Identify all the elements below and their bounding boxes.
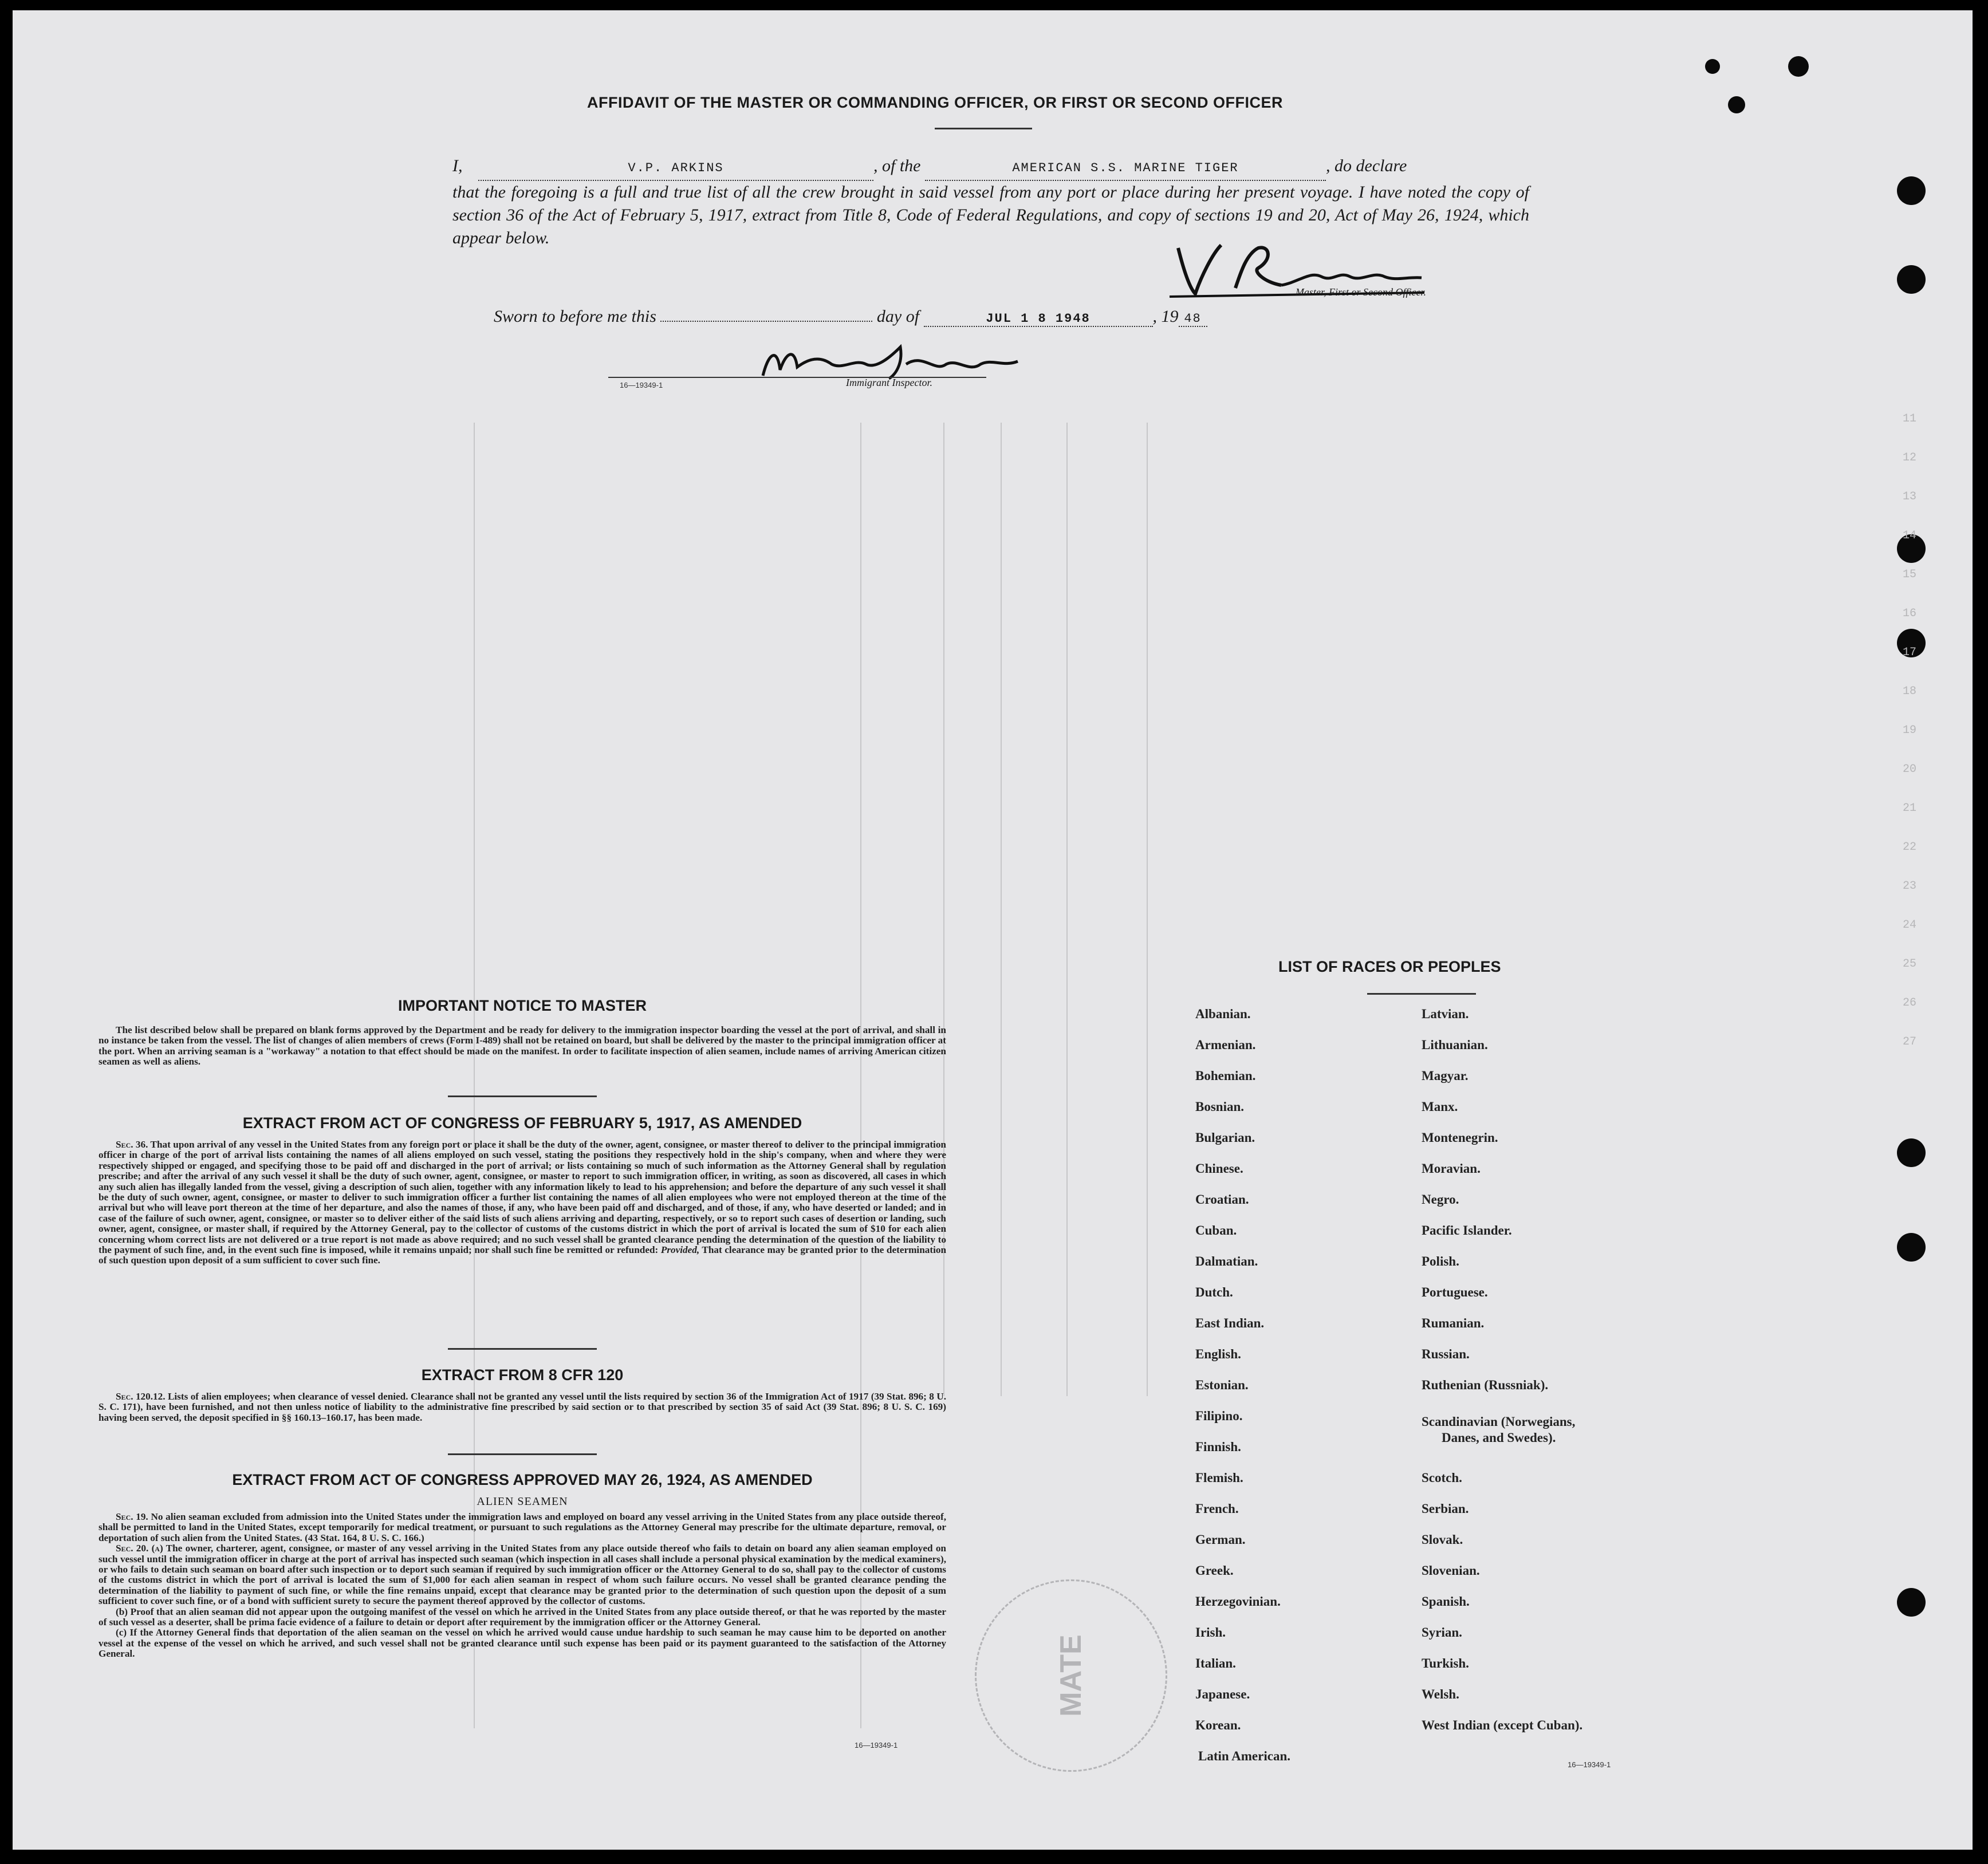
race-item: Flemish. <box>1195 1471 1243 1485</box>
race-item: Croatian. <box>1195 1192 1249 1207</box>
notice-text <box>99 1025 946 1067</box>
race-item: Montenegrin. <box>1422 1130 1498 1145</box>
race-item: Japanese. <box>1195 1687 1250 1701</box>
race-item: German. <box>1195 1532 1246 1547</box>
punch-hole <box>1728 96 1745 113</box>
extract-cfr-title: EXTRACT FROM 8 CFR 120 <box>421 1366 624 1384</box>
sec20-label: Sec. 20. (a) <box>116 1543 163 1554</box>
section-divider <box>448 1453 597 1455</box>
race-item: Negro. <box>1422 1192 1459 1207</box>
inspection-stamp: MATE <box>975 1579 1167 1772</box>
affidavit-title: AFFIDAVIT OF THE MASTER OR COMMANDING OFFICER, OR FIRST OR SECOND OFFICER <box>587 94 1283 111</box>
sec36-label: Sec. 36. <box>116 1139 148 1150</box>
sec20c-paragraph: (c) If the Attorney General finds that deportation of the alien seaman on the vessel on which he arrived would cause undue hardship to such seaman he may cause him to be deported on another vessel at the expense of the vessel on which he arrived, and such vessel shall not be granted clearance until such expense has been paid or its payment guaranteed to the satisfaction of the Attorney General. <box>99 1627 946 1660</box>
affidavit-form-number: 16—19349-1 <box>620 381 663 389</box>
cfr-text: Lists of alien employees; when clearance of vessel denied. Clearance shall not be granted any vessel until the lists required by section 36 of the Immigration Act of 1917 (39 Stat. 896; 8 U. S. C. 171), have been furnished, and not then unless notice of liability to the administrative fine prescribed by said section or to that prescribed by section 35 of said Act (39 Stat. 896; 8 U. S. C. 169) having been served, the deposit specified in §§ 160.13–160.17, has been made. <box>99 1391 947 1423</box>
punch-hole <box>1897 265 1926 294</box>
extract-1917-title: EXTRACT FROM ACT OF CONGRESS OF FEBRUARY 5, 1917, AS AMENDED <box>242 1114 802 1132</box>
races-title: LIST OF RACES OR PEOPLES <box>1278 958 1501 975</box>
sec20a-paragraph <box>99 1543 946 1606</box>
race-item: Lithuanian. <box>1422 1038 1488 1052</box>
extract-form-number: 16—19349-1 <box>855 1741 898 1749</box>
sworn-label: Sworn to before me this <box>494 307 656 326</box>
extract-1924-text <box>99 1512 946 1660</box>
notice-paragraph: The list described below shall be prepared on blank forms approved by the Department and be ready for delivery to the immigration inspector boarding the vessel at the port of arrival, and shall in no instance be taken from the vessel. The list of changes of alien members of crews (Form I-489) shall not be retained on board, but shall be delivered by the master to the principal immigration officer at the port. When an arriving seaman is a "workaway" a notation to that effect should be made on the manifest. In order to facilitate inspection of alien seamen, include names of arriving American citizen seamen as well as aliens. <box>99 1024 946 1067</box>
races-title-underline <box>1367 993 1476 995</box>
race-item: Greek. <box>1195 1563 1234 1578</box>
bleed-through-line <box>1066 423 1068 1396</box>
of-the-label: , of the <box>873 156 921 175</box>
sec36-paragraph <box>99 1140 946 1266</box>
race-item: Slovenian. <box>1422 1563 1480 1578</box>
sworn-year-field: 48 <box>1179 312 1207 327</box>
race-item: Rumanian. <box>1422 1316 1485 1330</box>
race-item: Dutch. <box>1195 1285 1233 1299</box>
sec20a-text: The owner, charterer, agent, consignee, or master of any vessel arriving in the United States from any place outside thereof who fails to detain on board any alien seaman employed on such vessel until the immigration officer in charge at the port of arrival has inspected such seaman (which inspection in all cases shall include a personal physical examination by the medical examiners), or who fails to detain such seaman on board after such inspection or to deport such seaman if required by such immigration officer or the Attorney General to do so, shall pay to the collector of customs of the customs district in which the port of arrival is located the sum of $1,000 for each alien seaman in respect of whom such failure occurs. No vessel shall be granted clearance pending the determination of the liability to payment of such fine, or while the fine remains unpaid, except that clearance may be granted prior to the determination of such question upon the deposit of a sum sufficient to cover such fine, or of a bond with sufficient surety to secure the payment thereof approved by the collector of customs. <box>99 1543 946 1607</box>
punch-hole <box>1788 56 1809 77</box>
title-underline <box>935 128 1032 129</box>
race-item: Armenian. <box>1195 1038 1256 1052</box>
race-item: West Indian (except Cuban). <box>1422 1718 1583 1732</box>
sec20b-paragraph: (b) Proof that an alien seaman did not appear upon the outgoing manifest of the vessel on which he arrived in the United States from any place outside thereof, or that he was reported by the master of such vessel as a deserter, shall be prima facie evidence of a failure to detain or deport after requirement by the immigration officer or the Attorney General. <box>99 1606 946 1628</box>
punch-hole <box>1897 176 1926 205</box>
race-item: Welsh. <box>1422 1687 1459 1701</box>
race-item: Finnish. <box>1195 1440 1241 1454</box>
race-item: Danes, and Swedes). <box>1442 1430 1556 1445</box>
bleed-through-marks: 11 12 13 14 15 16 17 18 19 20 21 22 23 24 25 26 27 <box>1903 412 1917 1049</box>
race-item: Slovak. <box>1422 1532 1463 1547</box>
inspector-caption: Immigrant Inspector. <box>846 377 932 388</box>
race-item: Italian. <box>1195 1656 1236 1670</box>
do-declare-label: , do declare <box>1326 156 1407 175</box>
cfr-paragraph <box>99 1392 946 1423</box>
race-item: Magyar. <box>1422 1069 1469 1083</box>
race-item: Pacific Islander. <box>1422 1223 1512 1238</box>
extract-1924-subtitle: ALIEN SEAMEN <box>477 1495 568 1508</box>
race-item: Syrian. <box>1422 1625 1462 1640</box>
race-item: Spanish. <box>1422 1594 1470 1609</box>
race-item: Bulgarian. <box>1195 1130 1255 1145</box>
race-item: Filipino. <box>1195 1409 1243 1423</box>
races-form-number: 16—19349-1 <box>1568 1760 1611 1769</box>
bleed-through-line <box>1001 423 1002 1396</box>
cfr-section-label: Sec. 120.12. <box>116 1391 166 1402</box>
race-item: Scandinavian (Norwegians, <box>1422 1414 1576 1429</box>
race-item: Russian. <box>1422 1347 1470 1361</box>
affidavit-text: that the foregoing is a full and true list of all the crew brought in said vessel from any port or place during her present voyage. I have noted the copy of section 36 of the Act of February 5, 1917, extract from Title 8, Code of Federal Regulations, and copy of sections 19 and 20, Act of May 26, 1924, which appear below. <box>452 183 1529 247</box>
race-item: Bohemian. <box>1195 1069 1256 1083</box>
sworn-date-field: JUL 1 8 1948 <box>924 312 1153 327</box>
sworn-day-field <box>660 321 872 322</box>
race-item: French. <box>1195 1502 1239 1516</box>
year-prefix-label: , 19 <box>1152 307 1179 326</box>
sworn-line <box>494 307 1207 327</box>
race-item: Herzegovinian. <box>1195 1594 1281 1609</box>
extract-1924-title: EXTRACT FROM ACT OF CONGRESS APPROVED MAY 26, 1924, AS AMENDED <box>232 1471 813 1488</box>
race-item: Irish. <box>1195 1625 1226 1640</box>
sec19-label: Sec. 19. <box>116 1511 148 1522</box>
sec19-text: No alien seaman excluded from admission into the United States under the immigration laws and employed on board any vessel arriving in the United States from any place outside thereof, shall be permitted to land in the United States, except temporarily for medical treatment, or pursuant to such regulations as the Attorney General may prescribe for the ultimate departure, removal, or deportation of such alien from the United States. (43 Stat. 164, 8 U. S. C. 166.) <box>99 1511 946 1543</box>
sec36-tail: That clearance may be granted prior to the determination of such question upon deposit of a sum sufficient to cover such fine. <box>99 1244 946 1266</box>
vessel-name-field: AMERICAN S.S. MARINE TIGER <box>925 157 1326 181</box>
punch-hole <box>1897 1138 1926 1167</box>
extract-cfr-text <box>99 1392 946 1423</box>
race-item: Bosnian. <box>1195 1100 1245 1114</box>
punch-hole <box>1897 1233 1926 1262</box>
race-item: Latin American. <box>1198 1749 1290 1763</box>
signature-caption: Master, First or Second Officer. <box>1296 286 1426 298</box>
race-item: Korean. <box>1195 1718 1241 1732</box>
affidavit-first-line <box>452 155 1529 181</box>
sec19-paragraph <box>99 1512 946 1543</box>
race-item: Turkish. <box>1422 1656 1469 1670</box>
notice-title: IMPORTANT NOTICE TO MASTER <box>398 997 647 1014</box>
race-item: Manx. <box>1422 1100 1458 1114</box>
race-item: Serbian. <box>1422 1502 1469 1516</box>
punch-hole <box>1897 1588 1926 1617</box>
race-item: Chinese. <box>1195 1161 1243 1176</box>
sec36-proviso: Provided, <box>660 1244 700 1256</box>
extract-1917-text <box>99 1140 946 1266</box>
race-item: Albanian. <box>1195 1007 1251 1021</box>
race-item: Moravian. <box>1422 1161 1481 1176</box>
punch-hole <box>1705 59 1720 74</box>
race-item: Polish. <box>1422 1254 1459 1268</box>
affidavit-body <box>452 155 1529 250</box>
race-item: Latvian. <box>1422 1007 1469 1021</box>
race-item: Ruthenian (Russniak). <box>1422 1378 1549 1392</box>
race-item: Estonian. <box>1195 1378 1249 1392</box>
day-of-label: day of <box>876 307 920 326</box>
race-item: East Indian. <box>1195 1316 1265 1330</box>
race-item: Scotch. <box>1422 1471 1462 1485</box>
race-item: Dalmatian. <box>1195 1254 1258 1268</box>
sec36-text: That upon arrival of any vessel in the United States from any foreign port or place it shall be the duty of the owner, agent, consignee, or master thereof to deliver to the principal immigration officer in charge of the port of arrival lists containing the names of all aliens employed on such vessel, stating the positions they respectively hold in the ship's company, when and where they were respectively shipped or engaged, and specifying those to be paid off and discharged in the port of arrival; or lists containing so much of such information as the Attorney General shall by regulation prescribe; and after the arrival of any such vessel it shall be the duty of such owner, agent, consignee, or master to report to such immigration officer, in writing, as soon as discovered, all cases in which any such alien has illegally landed from the vessel, giving a description of such alien, together with any information likely to lead to his apprehension; and before the departure of any such vessel it shall be the duty of such owner, agent, consignee, or master to deliver to such immigration officer a further list containing the names of all alien employees who were not employed thereon at the time of the arrival but who will leave port thereon at the time of her departure, and also the names of those, if any, who have been paid off and discharged, and of those, if any, who have deserted or landed; and in case of the failure of such owner, agent, consignee, or master so to deliver either of the said lists of such aliens arriving and departing, respectively, or so to report such cases of desertion or landing, such owner, agent, consignee, or master shall, if required by the Attorney General, pay to the collector of customs of the customs district in which the port of arrival is located the sum of $10 for each alien concerning whom correct lists are not delivered or a true report is not made as above required; and no such vessel shall be granted clearance pending the determination of the question of the liability to the payment of such fine, and, in the event such fine is imposed, while it remains unpaid; nor shall such fine be remitted or refunded: <box>99 1139 946 1256</box>
section-divider <box>448 1348 597 1350</box>
race-item: English. <box>1195 1347 1241 1361</box>
master-name-field: V.P. ARKINS <box>478 157 873 181</box>
document-page <box>13 10 1973 1850</box>
bleed-through-line <box>1147 423 1148 1396</box>
i-label: I, <box>452 156 463 175</box>
section-divider <box>448 1095 597 1097</box>
race-item: Portuguese. <box>1422 1285 1488 1299</box>
race-item: Cuban. <box>1195 1223 1237 1238</box>
